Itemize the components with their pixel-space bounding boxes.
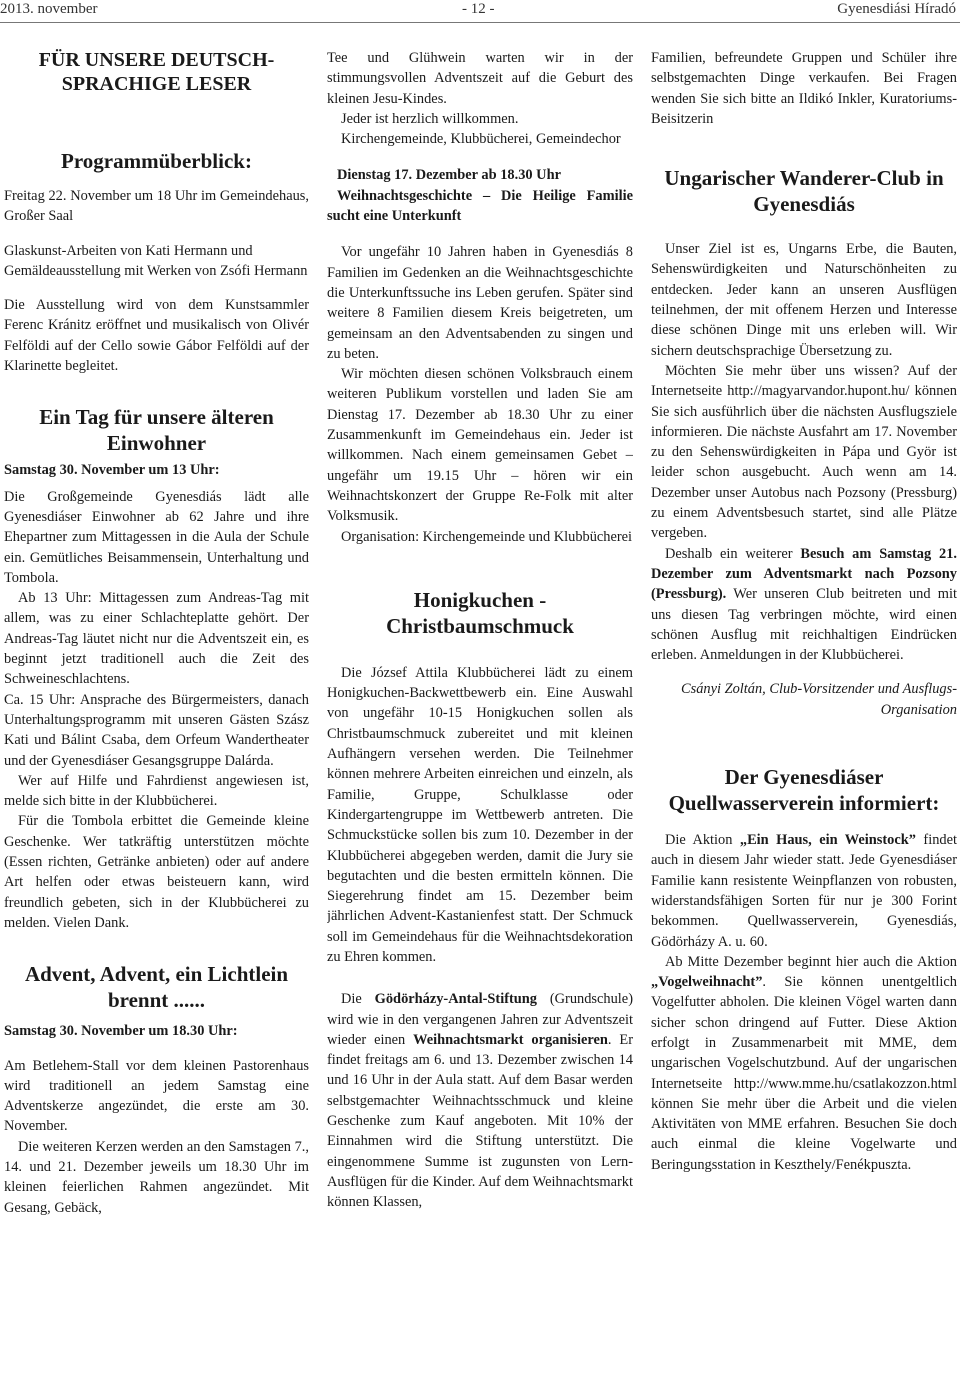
foundation-text: . Er findet freitags am 6. und 13. Dezember zwischen 14 und 16 Uhr in der Aula statt. Auf dem Basar werden selbstgemachter Weihnachtsschmuck und kleine Geschenke zum Kauf angeboten. Mit 10% der Einnahmen wird die Stiftung unterstützt. Die eingenommene Summe ist zugunsten von Lern-Ausflügen für die Kinder. Auf dem Weihnachtsmarkt können Klassen, xyxy=(327,1031,633,1211)
advent-paragraph: Die weiteren Kerzen werden an den Samstagen 7., 14. und 21. Dezember jeweils um 18.30 Uhr im kleinen feierlichen Rahmen angezündet. Mit Gesang, Gebäck, xyxy=(4,1138,309,1216)
christmas-event-title: Weihnachtsgeschichte – Die Heilige Familie sucht eine Unterkunft xyxy=(327,187,633,225)
event2-paragraph: Die Großgemeinde Gyenesdiás lädt alle Gyenesdiáser Einwohner ab 62 Jahre und ihre Ehepartner zum Mittagessen in die Aula der Schule ein. Gemütliches Beisammensein, Unterhaltung und Tombola. xyxy=(4,488,309,586)
pozsony-trip-label: Besuch am Samstag 21. Dezember zum Adventsmarkt nach Pozsony (Pressburg). xyxy=(651,545,957,603)
advent-continuation: Tee und Glühwein warten wir in der stimmungsvollen Adventszeit auf die Geburt des kleinen Jesu-Kindes. xyxy=(327,50,633,107)
event2-paragraph: Wer auf Hilfe und Fahrdienst angewiesen ist, melde sich bitte in der Klubbücherei. xyxy=(4,772,309,810)
wander-club-text: Deshalb ein weiterer xyxy=(665,545,801,562)
event1-date: Freitag 22. November um 18 Uhr im Gemeindehaus, Großer Saal xyxy=(4,188,309,225)
foundation-paragraph xyxy=(327,989,633,1212)
event1-line1: Glaskunst-Arbeiten von Kati Hermann und xyxy=(4,242,253,259)
christmas-event-date: Dienstag 17. Dezember ab 18.30 Uhr xyxy=(337,167,561,184)
spring-water-text: Die Aktion xyxy=(665,832,740,849)
program-title: Programmüberblick: xyxy=(61,149,252,173)
event1-description: Die Ausstellung wird von dem Kunstsammler Ferenc Kránitz eröffnet und musikalisch von Olivér Felföldi auf der Cello sowie Gábor Felföldi auf der Klarinette begleitet. xyxy=(4,297,309,375)
foundation-text: (Grundschule) wird wie in den vergangenen Jahren zur Adventszeit wieder einen xyxy=(327,991,633,1048)
wander-club-paragraph xyxy=(651,544,957,666)
event1-line2: Gemäldeausstellung mit Werken von Zsófi Hermann xyxy=(4,262,308,279)
organizers-line: Kirchengemeinde, Klubbücherei, Gemeindechor xyxy=(341,131,621,148)
christmas-organisation: Organisation: Kirchengemeinde und Klubbücherei xyxy=(341,528,633,545)
column-2 xyxy=(327,48,633,1386)
wander-club-text: Wer unseren Club beitreten und mit uns diesen Tag verbringen möchte, wird einen schönen Ausflug mit reichhaltigen Eindrücken erleben. Anmeldungen in der Klubbücherei. xyxy=(651,586,957,664)
publication-name: Gyenesdiási Híradó xyxy=(837,1,956,17)
spring-water-paragraph xyxy=(651,952,957,1175)
wander-club-paragraph: Unser Ziel ist es, Ungarns Erbe, die Bauten, Sehenswürdigkeiten und Naturschönheiten zu entdecken. Jeder kann an unseren Ausflügen teilnehmen, der mit offenem Herzen und Interesse diese schönen Dinge mit uns erleben will. Wir sichern deutschsprachige Übersetzung zu. xyxy=(651,241,957,359)
foundation-continuation: Familien, befreundete Gruppen und Schüler ihre selbstgemachten Dinge verkaufen. Bei Fragen wenden Sie sich bitte an Ildikó Inkler, Kuratoriums-Beisitzerin xyxy=(651,50,957,127)
column-3 xyxy=(651,48,957,1386)
wander-club-title: Ungarischer Wanderer-Club in Gyenesdiás xyxy=(664,166,944,217)
header-divider xyxy=(0,22,960,23)
christmas-market-label: Weihnachtsmarkt organisieren xyxy=(413,1031,608,1048)
christmas-paragraph: Wir möchten diesen schönen Volksbrauch einem weiteren Publikum vorstellen und laden Sie am Dienstag 17. Dezember ab 18.30 Uhr zu einer Zusammenkunft im Gemeindehaus ein. Jeder ist willkommen. Nach einem gemeinsamen Gebet – ungefähr um 19.15 Uhr – hören wir ein Weihnachtskonzert der Gruppe Re-Folk mit alter Volksmusik. xyxy=(327,366,633,525)
wander-club-paragraph: Möchten Sie mehr über uns wissen? Auf der Internetseite http://magyarvandor.hupont.hu/ können Sie sich ausführlich über die nächsten Ausflugsziele informieren. Die nächste Ausfahrt am 17. November zu den Sehenswürdigkeiten in Pápa und Györ ist leider schon ausgebucht. Auch wenn am 14. Dezember unser Autobus nach Pozsony (Pressburg) zu einem Adventsbesuch startet, sind alle Plätze vergeben. xyxy=(651,362,957,542)
welcome-line: Jeder ist herzlich willkommen. xyxy=(341,110,519,127)
column-1 xyxy=(4,48,309,1386)
event2-paragraph: Ca. 15 Uhr: Ansprache des Bürgermeisters, danach Unterhaltungsprogramm mit unseren Gästen Szász Kati und Bálint Csaba, dem Orfeum Wandertheater und der Gyenesdiáser Gesangsgruppe Dalárda. xyxy=(4,691,309,769)
vine-action-label: „Ein Haus, ein Weinstock” xyxy=(739,832,916,849)
event2-paragraph: Für die Tombola erbittet die Gemeinde kleine Geschenke. Wer tatkräftig unterstützen möchte (Essen richten, Getränke anbieten) oder auf andere Art helfen oder etwas beisteuern kann, wird freundlich gebeten, sich in der Klubbücherei zu melden. Vielen Dank. xyxy=(4,813,309,931)
advent-date: Samstag 30. November um 18.30 Uhr: xyxy=(4,1023,238,1040)
event2-title: Ein Tag für unsere älteren Einwohner xyxy=(39,405,274,456)
spring-water-paragraph xyxy=(651,830,957,952)
advent-title: Advent, Advent, ein Lichtlein brennt ...... xyxy=(24,962,289,1013)
foundation-name: Gödörházy-Antal-Stiftung xyxy=(374,991,537,1008)
page-number: - 12 - xyxy=(462,1,495,17)
christmas-paragraph: Vor ungefähr 10 Jahren haben in Gyenesdiás 8 Familien im Gedenken an die Weihnachtsgeschichte die Unterkunftssuche ins Leben gerufen. Später sind weitere 8 Familien diesem Kreis beigetreten, um gemeinsam an den Adventsabenden zu singen und zu beten. xyxy=(327,244,633,362)
wander-club-signature: Csányi Zoltán, Club-Vorsitzender und Ausflugs-Organisation xyxy=(681,681,957,718)
spring-water-text: Ab Mitte Dezember beginnt hier auch die Aktion xyxy=(665,953,957,970)
spring-water-text: . Sie können unentgeltlich Vogelfutter abholen. Die kleinen Vögel warten dann sicher schon dringend auf Futter. Diese Aktion erfolgt in Zusammenarbeit mit MME, dem ungarischen Vogelschutzbund. Auf der ungarischen Internetseite http://www.mme.hu/csatlakozzon.html können Sie mehr über die Arbeit und die vielen Aktivitäten von MME erfahren. Besuchen Sie doch auch einmal die kleine Vogelwarte und Beringungsstation in Keszthely/Fenékpuszta. xyxy=(651,974,957,1173)
bird-christmas-label: „Vogelweihnacht” xyxy=(651,974,763,991)
page-header xyxy=(0,0,960,20)
spring-water-title: Der Gyenesdiáser Quellwasserverein informiert: xyxy=(668,765,940,816)
section-title: FÜR UNSERE DEUTSCH-SPRACHIGE LESER xyxy=(38,49,275,95)
advent-paragraph: Am Betlehem-Stall vor dem kleinen Pastorenhaus wird traditionell an jedem Samstag eine Adventskerze angezündet, die erste am 30. November. xyxy=(4,1057,309,1135)
honey-cake-paragraph: Die József Attila Klubbücherei lädt zu einem Honigkuchen-Backwettbewerb ein. Eine Auswahl von ungefähr 10-15 Honigkuchen sollen als Christbaumschmuck zubereitet und mit kleinen Aufhängern versehen werden. Die Teilnehmer können mehrere Arbeiten einreichen und einzeln, als Familie, Gruppe, Schulklasse oder Kindergartengruppe im Wettbewerb antreten. Die Schmuckstücke sollen bis zum 10. Dezember in der Klubbücherei abgegeben werden, damit die Jury sie begutachten und die besten ermitteln können. Die Siegerehrung findet am 15. Dezember beim jährlichen Advent-Kastanienfest statt. Der Schmuck soll im Gemeindehaus für die Weihnachtsdekoration zu Ehren kommen. xyxy=(327,664,633,965)
event2-paragraph: Ab 13 Uhr: Mittagessen zum Andreas-Tag mit allem, was zu einer Schlachteplatte gehört. Der Andreas-Tag läutet nicht nur die Adventszeit ein, es beginnt jetzt traditionell auch die Zeit des Schweineschlachtens. xyxy=(4,590,309,688)
issue-date: 2013. november xyxy=(0,1,98,17)
spring-water-text: findet auch in diesem Jahr wieder statt. Jede Gyenesdiáser Familie kann resistente Weinpflanzen von robusten, widerstandsfähigen Sorten für nur je 300 Forint bekommen. Quellwasserverein, Gyenesdiás, Gödörházy A. u. 60. xyxy=(651,832,957,950)
event2-date: Samstag 30. November um 13 Uhr: xyxy=(4,462,220,479)
honey-cake-title: Honigkuchen - Christbaumschmuck xyxy=(386,587,574,638)
foundation-text: Die xyxy=(341,991,375,1008)
